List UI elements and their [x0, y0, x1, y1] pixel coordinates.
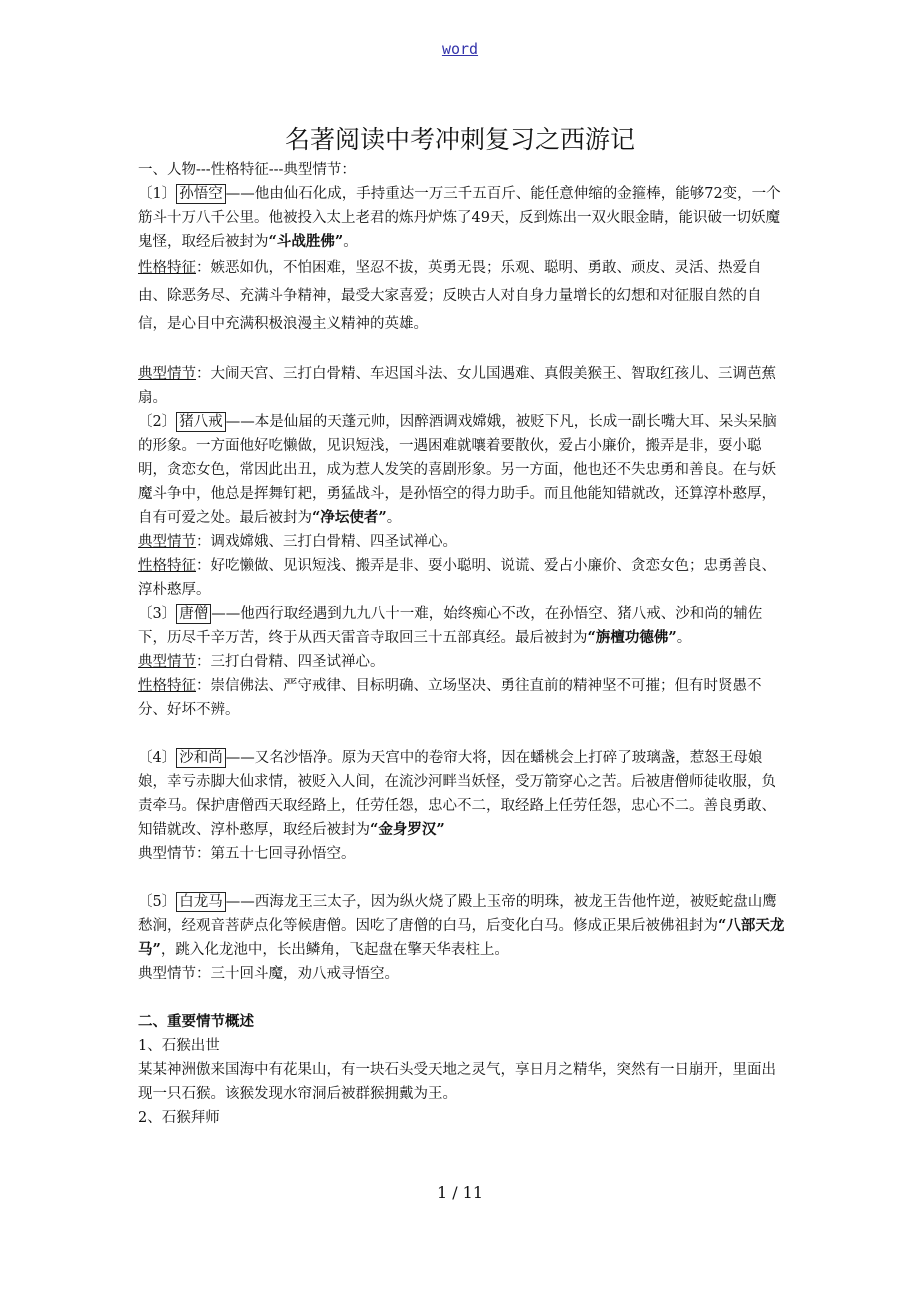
plot-paragraph — [138, 842, 788, 866]
section1-heading: 一、人物---性格特征---典型情节： — [138, 162, 356, 178]
plot-text: ：三十回斗魔，劝八戒寻悟空。 — [196, 966, 399, 982]
character-paragraph — [138, 602, 788, 650]
trait-paragraph — [138, 674, 788, 722]
trait-text: ：好吃懒做、见识短浅、搬弄是非、耍小聪明、说谎、爱占小廉价、贪恋女色；忠勇善良、淳朴憨厚。 — [138, 558, 776, 598]
plot-label: 典型情节 — [138, 846, 196, 862]
character-title: “八部天龙马” — [138, 917, 785, 958]
character-desc: ——西海龙王三太子，因为纵火烧了殿上玉帝的明珠，被龙王告他忤逆，被贬蛇盘山鹰愁涧，经观音菩萨点化等候唐僧。因吃了唐僧的白马，后变化白马。修成正果后被佛祖封为 — [138, 894, 777, 934]
plot-paragraph — [138, 650, 788, 674]
plot-paragraph — [138, 530, 788, 554]
character-number: 〔3〕 — [138, 606, 177, 622]
character-name: 唐僧 — [176, 604, 211, 624]
document-title: 名著阅读中考冲刺复习之西游记 — [284, 125, 635, 154]
character-title: “斗战胜佛” — [268, 233, 344, 250]
character-name: 沙和尚 — [176, 748, 226, 768]
plot-label: 典型情节 — [138, 966, 196, 982]
trait-label: 性格特征 — [138, 558, 196, 574]
trait-paragraph — [138, 554, 788, 602]
character-desc: ——又名沙悟净。原为天宫中的卷帘大将，因在蟠桃会上打碎了玻璃盏，惹怒王母娘娘，幸亏赤脚大仙求情，被贬入人间，在流沙河畔当妖怪，受万箭穿心之苦。后被唐僧师徒收服，负责牵马。保护唐僧西天取经路上，任劳任怨，忠心不二，取经路上任劳任怨，忠心不二。善良勇敢、知错就改、淳朴憨厚，取经后被封为 — [138, 750, 776, 838]
trait-label: 性格特征 — [138, 678, 196, 694]
plot-label: 典型情节 — [138, 366, 196, 382]
character-number: 〔2〕 — [138, 414, 177, 430]
character-end: ，跳入化龙池中，长出鳞角，飞起盘在擎天华表柱上。 — [160, 942, 509, 958]
plot-text: ：三打白骨精、四圣试禅心。 — [196, 654, 385, 670]
character-end: 。 — [676, 630, 692, 646]
plot-label: 典型情节 — [138, 654, 196, 670]
character-title: “净坛使者” — [312, 509, 387, 526]
character-name: 白龙马 — [176, 892, 226, 912]
trait-text: ：崇信佛法、严守戒律、目标明确、立场坚决、勇往直前的精神坚不可摧；但有时贤愚不分、好坏不辨。 — [138, 678, 762, 718]
document-body — [138, 158, 788, 1130]
plot-text: ：调戏嫦娥、三打白骨精、四圣试禅心。 — [196, 534, 457, 550]
character-end: 。 — [386, 510, 402, 526]
header-link[interactable]: word — [441, 40, 479, 58]
character-number: 〔5〕 — [138, 894, 177, 910]
character-number: 〔1〕 — [138, 186, 177, 202]
character-title: “金身罗汉” — [370, 821, 445, 838]
character-desc: ——本是仙届的天蓬元帅，因醉酒调戏嫦娥，被贬下凡，长成一副长嘴大耳、呆头呆脑的形象。一方面他好吃懒做，见识短浅，一遇困难就嚷着要散伙，爱占小廉价，搬弄是非，耍小聪明，贪恋女色，常因此出丑，成为惹人发笑的喜剧形象。另一方面，他也还不失忠勇和善良。在与妖魔斗争中，他总是挥舞钉耙，勇猛战斗，是孙悟空的得力助手。而且他能知错就改，还算淳朴憨厚，自有可爱之处。最后被封为 — [138, 414, 777, 526]
character-paragraph — [138, 890, 788, 962]
plot-text: ：第五十七回寻孙悟空。 — [196, 846, 356, 862]
character-end: 。 — [343, 234, 358, 250]
trait-paragraph — [138, 254, 788, 338]
character-number: 〔4〕 — [138, 750, 177, 766]
plot-item-text: 某某神洲傲来国海中有花果山，有一块石头受天地之灵气，享日月之精华，突然有一日崩开，里面出现一只石猴。该猴发现水帘洞后被群猴拥戴为王。 — [138, 1062, 776, 1102]
page-number: 1 / 11 — [436, 1183, 484, 1202]
section2-heading: 二、重要情节概述 — [138, 1013, 254, 1030]
plot-paragraph — [138, 362, 788, 410]
character-paragraph — [138, 746, 788, 842]
plot-text: ：大闹天宫、三打白骨精、车迟国斗法、女儿国遇难、真假美猴王、智取红孩儿、三调芭蕉扇。 — [138, 366, 776, 406]
character-title: “旃檀功德佛” — [587, 629, 677, 646]
character-name: 猪八戒 — [176, 412, 226, 432]
trait-label: 性格特征 — [138, 260, 196, 276]
plot-paragraph — [138, 962, 788, 986]
character-desc: ——他西行取经遇到九九八十一难，始终痴心不改，在孙悟空、猪八戒、沙和尚的辅佐下，历尽千辛万苦，终于从西天雷音寺取回三十五部真经。最后被封为 — [138, 606, 763, 646]
plot-label: 典型情节 — [138, 534, 196, 550]
trait-text: ：嫉恶如仇，不怕困难，坚忍不拔，英勇无畏；乐观、聪明、勇敢、顽皮、灵活、热爱自由、除恶务尽、充满斗争精神，最受大家喜爱；反映古人对自身力量增长的幻想和对征服自然的自信，是心目中充满积极浪漫主义精神的英雄。 — [138, 260, 762, 332]
character-desc: ——他由仙石化成，手持重达一万三千五百斤、能任意伸缩的金箍棒，能够72变，一个筋斗十万八千公里。他被投入太上老君的炼丹炉炼了49天，反到炼出一双火眼金睛，能识破一切妖魔鬼怪，取经后被封为 — [138, 186, 781, 250]
character-paragraph — [138, 410, 788, 530]
plot-item-label: 1、石猴出世 — [138, 1038, 220, 1054]
plot-item-label: 2、石猴拜师 — [138, 1110, 220, 1126]
character-paragraph — [138, 182, 788, 254]
character-name: 孙悟空 — [176, 184, 226, 204]
